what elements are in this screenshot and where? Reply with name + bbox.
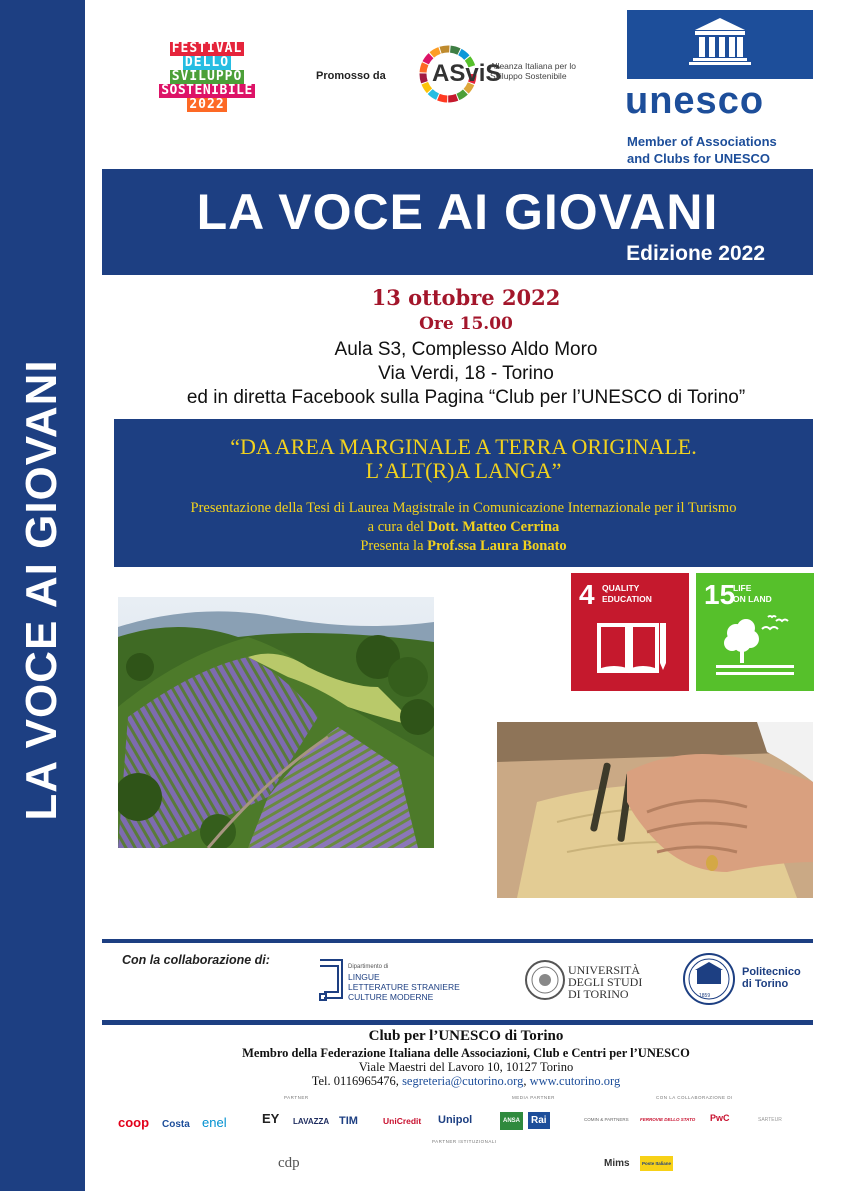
club-member-of: Membro della Federazione Italiana delle Associazioni, Club e Centri per l’UNESCO (242, 1046, 690, 1060)
sponsor-unicredit: UniCredit (383, 1116, 422, 1126)
sponsor-mims: Mims (604, 1158, 630, 1169)
presenter-name: Prof.ssa Laura Bonato (427, 538, 567, 554)
sponsor-enel: enel (202, 1115, 227, 1130)
sponsor-pwc: PwC (710, 1113, 730, 1123)
event-date: 13 ottobre 2022 (371, 285, 561, 310)
unito-name: UNIVERSITÀ DEGLI STUDI DI TORINO (568, 963, 643, 1001)
festival-line-1: FESTIVAL (171, 41, 243, 56)
event-stream: ed in diretta Facebook sulla Pagina “Club per l’UNESCO di Torino” (186, 387, 746, 408)
book-pencil-icon (571, 573, 689, 691)
side-band (0, 0, 85, 1191)
sponsor-fs: FERROVIE DELLO STATO (640, 1117, 696, 1122)
club-web-link[interactable]: www.cutorino.org (529, 1074, 621, 1088)
club-tel: Tel. 0116965476, (311, 1074, 403, 1088)
sponsor-tim: TIM (339, 1115, 358, 1127)
unesco-subtitle: Member of Associations and Clubs for UNESCO (627, 134, 777, 166)
institutional-partner-label: PARTNER ISTITUZIONALI (432, 1139, 497, 1144)
hands-pasta-photo (497, 722, 813, 898)
asvis-name: ASviS (432, 60, 502, 87)
sdg-15-tile: 15 LIFE ON LAND (696, 573, 814, 691)
title-banner (102, 169, 813, 275)
unito-seal-icon (524, 958, 566, 1002)
promoted-by-label: Promosso da (316, 70, 386, 82)
partner-label: PARTNER (284, 1095, 309, 1100)
sponsor-rai: Rai (528, 1112, 550, 1129)
talk-box (114, 419, 813, 567)
sponsor-cdp: cdp (278, 1155, 300, 1171)
lavender-landscape-photo (118, 597, 434, 848)
talk-description: Presentazione della Tesi di Laurea Magistrale in Comunicazione Internazionale per il Turismo a cura del Dott. Matteo Cerrina Presenta la Prof.ssa Laura Bonato (190, 500, 737, 554)
tree-birds-icon (696, 573, 814, 691)
dept-logo-icon (318, 958, 344, 1002)
polito-name: Politecnico di Torino (742, 966, 801, 990)
sdg-4-tile: 4 QUALITY EDUCATION (571, 573, 689, 691)
unesco-name: unesco (625, 80, 765, 122)
event-time: Ore 15.00 (419, 314, 513, 334)
media-partner-label: MEDIA PARTNER (512, 1095, 555, 1100)
sponsor-poste: Poste Italiane (640, 1156, 673, 1171)
polito-year: 1859 (699, 993, 711, 999)
speaker-name: Dott. Matteo Cerrina (427, 519, 560, 535)
page-title: LA VOCE AI GIOVANI (196, 184, 719, 240)
club-address: Viale Maestri del Lavoro 10, 10127 Torino (358, 1060, 574, 1074)
collaboration-label: Con la collaborazione di: (122, 953, 270, 967)
collab-partner-label: CON LA COLLABORAZIONE DI (656, 1095, 733, 1100)
sponsor-unipol: Unipol (438, 1114, 473, 1126)
divider-top (102, 939, 813, 943)
talk-title: “DA AREA MARGINALE A TERRA ORIGINALE. L’ALT(R)A LANGA” (230, 434, 697, 483)
unesco-emblem (627, 10, 813, 79)
event-venue: Aula S3, Complesso Aldo Moro (334, 339, 598, 360)
sponsor-sarteur: SARTEUR (758, 1117, 782, 1123)
sponsor-coop: coop (118, 1115, 150, 1130)
festival-line-4: SOSTENIBILE (161, 83, 253, 98)
side-band-title: LA VOCE AI GIOVANI (17, 359, 66, 821)
sponsor-comin: COMIN & PARTNERS (584, 1117, 629, 1122)
sponsor-costa: Costa (162, 1119, 190, 1130)
dept-lingue-name: Dipartimento di LINGUE LETTERATURE STRANIERE CULTURE MODERNE (348, 964, 460, 1002)
sponsor-lavazza: LAVAZZA (293, 1117, 330, 1126)
club-name: Club per l’UNESCO di Torino (368, 1028, 564, 1044)
event-address: Via Verdi, 18 - Torino (378, 363, 554, 384)
sponsor-ansa: ANSA (500, 1112, 523, 1130)
sponsor-ey: EY (262, 1111, 280, 1126)
divider-bottom (102, 1020, 813, 1025)
unesco-temple-icon (627, 10, 813, 79)
club-email-link[interactable]: segreteria@cutorino.org (402, 1074, 524, 1088)
festival-logo (124, 42, 290, 112)
festival-line-5: 2022 (189, 97, 225, 112)
club-contacts: Tel. 0116965476, segreteria@cutorino.org, www.cutorino.org (311, 1074, 621, 1088)
edition-label: Edizione 2022 (626, 242, 765, 265)
festival-line-2: DELLO (184, 55, 230, 70)
asvis-subtitle: Alleanza Italiana per lo Sviluppo Sostenibile (490, 61, 577, 81)
festival-line-3: SVILUPPO (171, 69, 243, 84)
